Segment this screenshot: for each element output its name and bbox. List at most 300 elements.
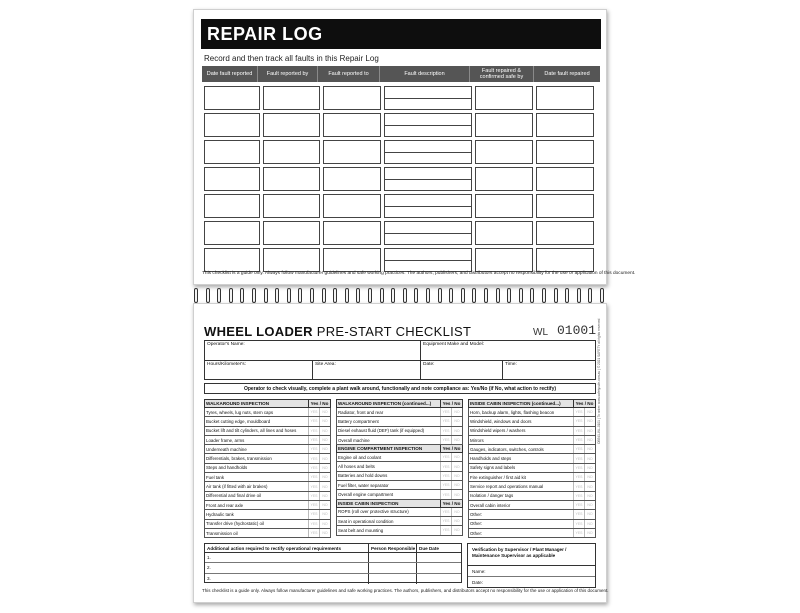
site-area-field[interactable]: Site Area: [313,361,421,379]
no-checkbox[interactable]: NO [584,492,595,500]
yes-checkbox[interactable]: YES [573,473,584,481]
checklist-item-label: Engine oil and coolant [338,454,382,460]
repair-log-cell[interactable] [263,167,320,191]
checklist-item-label: Windshield, windows and doors [470,418,532,424]
checklist-item [468,473,596,482]
repair-log-cell[interactable] [204,86,260,110]
yes-checkbox[interactable]: YES [573,501,584,509]
checklist-item-label: Overall machine [338,437,370,443]
due-date-header: Due Date [419,545,439,551]
repair-log-cell[interactable] [263,248,320,272]
verification-name-field[interactable]: Name: [468,566,595,577]
spiral-ring [484,288,488,303]
col-fault-description: Fault description [380,66,470,82]
checklist-item-label: Fire extinguisher / first aid kit [470,474,526,480]
checklist-item-label: Safety signs and labels [470,465,516,471]
repair-log-cell[interactable] [323,113,381,137]
spiral-ring [194,288,198,303]
no-checkbox[interactable]: NO [451,526,462,534]
checklist-item [468,408,596,417]
checklist-item-label: Seat belt and mounting [338,527,384,533]
no-checkbox[interactable]: NO [584,408,595,416]
repair-log-cell[interactable] [536,194,594,218]
additional-actions-table [204,543,462,583]
no-checkbox[interactable]: NO [451,427,462,435]
checklist-item-label: Diesel exhaust fluid (DEF) tank (if equipped) [338,428,425,434]
checklist-item [204,492,331,501]
repair-log-cell[interactable] [323,167,381,191]
no-checkbox[interactable]: NO [319,427,330,435]
no-checkbox[interactable]: NO [451,417,462,425]
spiral-ring [542,288,546,303]
spiral-ring [333,288,337,303]
repair-log-cell[interactable] [536,86,594,110]
checklist-item [336,508,463,517]
spiral-ring [588,288,592,303]
yes-no-header: Yes / No [440,500,462,507]
no-checkbox[interactable]: NO [451,408,462,416]
spiral-ring [275,288,279,303]
additional-row[interactable] [205,563,461,573]
checklist-item-label: Other: [470,530,483,536]
spiral-ring [298,288,302,303]
repair-log-cell[interactable] [475,86,533,110]
repair-log-cell[interactable] [263,194,320,218]
yes-checkbox[interactable]: YES [308,501,319,509]
spiral-ring [600,288,604,303]
yes-checkbox[interactable]: YES [440,427,451,435]
spiral-ring [438,288,442,303]
checklist-item-label: Bucket lift and tilt cylinders, all lines and hoses [206,428,297,434]
spiral-ring [217,288,221,303]
yes-checkbox[interactable]: YES [440,526,451,534]
spiral-ring [507,288,511,303]
col-reported-by: Fault reported by [258,66,318,82]
spiral-ring [206,288,210,303]
section-header [204,400,331,408]
spiral-ring [403,288,407,303]
checklist-item-label: All hoses and belts [338,464,375,470]
spiral-ring [310,288,314,303]
checklist-disclaimer: This checklist is a guide only. Always follow manufacturer guidelines and safe working practices. The authors, publishers, and distributors accept no responsibility for the use or application of this document. [202,588,609,593]
repair-log-row[interactable] [204,167,600,191]
checklist-item-label: Steps and handholds [206,465,248,471]
checklist-item [336,427,463,436]
checklist-item [468,492,596,501]
yes-checkbox[interactable]: YES [308,436,319,444]
no-checkbox[interactable]: NO [584,427,595,435]
repair-log-cell[interactable] [384,221,472,245]
spiral-ring [449,288,453,303]
checklist-item [204,445,331,454]
yes-checkbox[interactable]: YES [440,462,451,470]
checklist-item [468,454,596,463]
repair-log-cell[interactable] [263,140,320,164]
repair-log-title: REPAIR LOG [201,19,601,49]
checklist-item [468,427,596,436]
section-header [468,400,596,408]
repair-log-subtitle: Record and then track all faults in this Repair Log [204,54,379,63]
checklist-item [204,473,331,482]
date-field[interactable]: Date: [421,361,503,379]
checklist-item [336,453,463,462]
repair-log-cell[interactable] [204,194,260,218]
yes-checkbox[interactable]: YES [440,417,451,425]
spiral-ring [554,288,558,303]
spiral-ring [519,288,523,303]
no-checkbox[interactable]: NO [319,529,330,537]
checklist-item [468,436,596,445]
repair-log-row[interactable] [204,248,600,272]
repair-log-row[interactable] [204,86,600,110]
no-checkbox[interactable]: NO [319,417,330,425]
checklist-item-label: ROPS (roll over protective structure) [338,509,409,515]
checklist-item-label: Gauges, indicators, switches, controls [470,446,544,452]
repair-log-row[interactable] [204,194,600,218]
yes-no-header: Yes / No [440,445,462,452]
person-responsible-header: Person Responsible [371,545,416,551]
spiral-ring [345,288,349,303]
yes-checkbox[interactable]: YES [308,454,319,462]
equipment-field[interactable]: Equipment Make and Model: [421,341,595,361]
yes-checkbox[interactable]: YES [308,529,319,537]
yes-checkbox[interactable]: YES [573,482,584,490]
section-title: WALKAROUND INSPECTION [206,401,270,406]
side-print-text: OB541-WL-0101 | To order: www.safetycultr.com.au | © 2021 SAFETY all rights reserved [597,318,601,444]
checklist-item [336,472,463,481]
section-header [336,500,463,508]
repair-log-cell[interactable] [384,140,472,164]
no-checkbox[interactable]: NO [319,501,330,509]
checklist-item [204,529,331,538]
checklist-item-label: Transfer drive (hydrostatic) oil [206,521,264,527]
checklist-item-label: Loader frame, arms [206,437,245,443]
repair-log-cell[interactable] [536,167,594,191]
spiral-ring [356,288,360,303]
yes-checkbox[interactable]: YES [308,464,319,472]
serial-number: 01001 [557,323,597,338]
checklist-item [204,427,331,436]
no-checkbox[interactable]: NO [451,462,462,470]
checklist-column-3 [468,399,596,538]
checklist-item [336,462,463,471]
yes-checkbox[interactable]: YES [440,490,451,498]
checklist-item-label: Service report and operations manual [470,484,544,490]
row-number: 2. [205,563,369,572]
checklist-item-label: Handholds and steps [470,456,512,462]
repair-log-cell[interactable] [475,221,533,245]
yes-checkbox[interactable]: YES [308,427,319,435]
checklist-item-label: Batteries and hold downs [338,473,388,479]
repair-log-row[interactable] [204,113,600,137]
spiral-ring [380,288,384,303]
col-date-reported: Date fault reported [202,66,258,82]
no-checkbox[interactable]: NO [584,529,595,537]
checklist-item-label: Overall cabin interior [470,502,511,508]
repair-log-cell[interactable] [536,221,594,245]
checklist-item [204,436,331,445]
yes-checkbox[interactable]: YES [573,520,584,528]
checklist-column-2 [336,399,463,536]
checklist-item-label: Bucket cutting edge, mouldboard [206,418,271,424]
repair-log-cell[interactable] [384,86,472,110]
spiral-ring [264,288,268,303]
no-checkbox[interactable]: NO [319,408,330,416]
checklist-title-rest: PRE-START CHECKLIST [316,324,472,339]
yes-checkbox[interactable]: YES [573,427,584,435]
repair-log-row[interactable] [204,140,600,164]
repair-log-cell[interactable] [204,140,260,164]
repair-log-cell[interactable] [323,248,381,272]
checklist-item [204,482,331,491]
repair-log-cell[interactable] [384,248,472,272]
section-title: WALKAROUND INSPECTION (continued...) [338,401,432,406]
no-checkbox[interactable]: NO [584,510,595,518]
yes-checkbox[interactable]: YES [440,453,451,461]
no-checkbox[interactable]: NO [319,445,330,453]
no-checkbox[interactable]: NO [584,464,595,472]
checklist-item-label: Hydraulic tank [206,511,234,517]
info-box [204,340,596,380]
repair-log-cell[interactable] [263,221,320,245]
checklist-item [468,464,596,473]
yes-checkbox[interactable]: YES [440,481,451,489]
repair-log-cell[interactable] [384,113,472,137]
section-title: INSIDE CABIN INSPECTION (continued...) [470,401,561,406]
repair-log-cell[interactable] [263,113,320,137]
additional-row[interactable] [205,553,461,563]
checklist-item-label: Windshield wipers / washers [470,428,526,434]
checklist-item-label: Radiator, front and rear [338,409,384,415]
repair-log-cell[interactable] [384,194,472,218]
checklist-item-label: Front and rear axle [206,502,244,508]
repair-log-cell[interactable] [475,248,533,272]
no-checkbox[interactable]: NO [584,520,595,528]
no-checkbox[interactable]: NO [451,481,462,489]
checklist-item-label: Other: [470,521,483,527]
repair-log-cell[interactable] [475,167,533,191]
yes-checkbox[interactable]: YES [573,510,584,518]
checklist-item [468,510,596,519]
yes-checkbox[interactable]: YES [440,517,451,525]
repair-log-cell[interactable] [323,140,381,164]
repair-log-cell[interactable] [263,86,320,110]
section-title: INSIDE CABIN INSPECTION [338,500,399,506]
serial-prefix: WL [533,327,548,338]
checklist-item-label: Differential and final drive oil [206,493,262,499]
spiral-ring [565,288,569,303]
yes-checkbox[interactable]: YES [573,464,584,472]
spiral-ring [252,288,256,303]
time-field[interactable]: Time: [505,362,517,367]
yes-checkbox[interactable]: YES [308,482,319,490]
yes-checkbox[interactable]: YES [573,408,584,416]
row-number: 3. [205,574,369,584]
checklist-item [336,481,463,490]
no-checkbox[interactable]: NO [584,454,595,462]
no-checkbox[interactable]: NO [584,417,595,425]
checklist-item [336,517,463,526]
spiral-ring [472,288,476,303]
yes-checkbox[interactable]: YES [308,510,319,518]
spiral-ring [322,288,326,303]
spiral-ring [496,288,500,303]
spiral-ring [287,288,291,303]
checklist-item [336,417,463,426]
yes-checkbox[interactable]: YES [308,445,319,453]
operator-name-field[interactable]: Operator's Name: [205,341,421,361]
section-header [336,445,463,453]
yes-checkbox[interactable]: YES [573,445,584,453]
checklist-item-label: Seat in operational condition [338,518,394,524]
col-date-repaired: Date fault repaired [544,71,590,77]
spiral-ring [391,288,395,303]
no-checkbox[interactable]: NO [319,520,330,528]
checklist-item-label: Battery compartment [338,418,379,424]
no-checkbox[interactable]: NO [451,453,462,461]
checklist-item [468,529,596,538]
spiral-ring [240,288,244,303]
repair-log-cell[interactable] [204,221,260,245]
section-header [336,400,463,408]
yes-checkbox[interactable]: YES [573,492,584,500]
spiral-ring [461,288,465,303]
repair-log-cell[interactable] [536,248,594,272]
no-checkbox[interactable]: NO [451,517,462,525]
no-checkbox[interactable]: NO [451,490,462,498]
checklist-item [204,454,331,463]
repair-log-cell[interactable] [204,167,260,191]
yes-checkbox[interactable]: YES [308,473,319,481]
repair-log-cell[interactable] [536,140,594,164]
checklist-item-label: Overall engine compartment [338,492,394,498]
checklist-item [204,417,331,426]
checklist-item [204,464,331,473]
additional-row[interactable] [205,574,461,584]
spiral-ring [229,288,233,303]
checklist-item [468,520,596,529]
checklist-item-label: Differentials, brakes, transmission [206,456,272,462]
no-checkbox[interactable]: NO [319,454,330,462]
row-number: 1. [205,553,369,562]
checklist-item [204,501,331,510]
checklist-page [193,303,607,603]
hours-field[interactable]: Hours/Kilometer's: [205,361,313,379]
yes-checkbox[interactable]: YES [440,436,451,444]
repair-log-page [193,9,636,285]
spiral-ring [577,288,581,303]
yes-checkbox[interactable]: YES [308,417,319,425]
checklist-item [204,408,331,417]
spiral-ring [426,288,430,303]
no-checkbox[interactable]: NO [319,436,330,444]
spiral-ring [414,288,418,303]
repair-log-header [202,66,600,82]
no-checkbox[interactable]: NO [451,436,462,444]
no-checkbox[interactable]: NO [451,472,462,480]
checklist-column-1 [204,399,331,538]
checklist-item-label: Fuel filter, water separator [338,482,389,488]
checklist-item [336,436,463,445]
no-checkbox[interactable]: NO [319,510,330,518]
verification-box [467,543,596,588]
repair-log-disclaimer: This checklist is a guide only. Always follow manufacturer guidelines and safe working practices. The authors, publishers, and distributors accept no responsibility for the use or application of this document. [202,271,636,276]
repair-log-cell[interactable] [323,221,381,245]
checklist-item [336,408,463,417]
instruction-text: Operator to check visually, complete a plant walk around, functionally and note compliance as: Yes/No (if No, what action to rectify) [204,383,596,394]
no-checkbox[interactable]: NO [319,482,330,490]
yes-checkbox[interactable]: YES [308,492,319,500]
spiral-ring [530,288,534,303]
no-checkbox[interactable]: NO [584,501,595,509]
no-checkbox[interactable]: NO [584,436,595,444]
checklist-item-label: Air tank (if fitted with air brakes) [206,484,268,490]
checklist-item-label: Horn, backup alarm, lights, flashing beacon [470,409,555,415]
no-checkbox[interactable]: NO [584,473,595,481]
section-title: ENGINE COMPARTMENT INSPECTION [338,446,423,452]
checklist-item [336,526,463,535]
yes-checkbox[interactable]: YES [573,417,584,425]
yes-checkbox[interactable]: YES [440,508,451,516]
checklist-item [336,490,463,499]
yes-no-header: Yes / No [440,400,462,407]
no-checkbox[interactable]: NO [451,508,462,516]
yes-checkbox[interactable]: YES [573,454,584,462]
no-checkbox[interactable]: NO [584,445,595,453]
repair-log-cell[interactable] [475,194,533,218]
checklist-item-label: Fuel tank [206,474,225,480]
checklist-item [468,445,596,454]
yes-no-header: Yes / No [573,400,595,407]
repair-log-cell[interactable] [323,86,381,110]
repair-log-cell[interactable] [475,113,533,137]
checklist-item [204,510,331,519]
checklist-item [468,501,596,510]
yes-no-header: Yes / No [308,400,330,407]
repair-log-row[interactable] [204,221,600,245]
verification-date-field[interactable]: Date: [472,580,483,585]
yes-checkbox[interactable]: YES [573,529,584,537]
checklist-title [204,324,471,339]
checklist-item [204,520,331,529]
checklist-item [468,482,596,491]
checklist-item-label: Underneath machine [206,446,247,452]
checklist-item-label: Transmission oil [206,530,238,536]
no-checkbox[interactable]: NO [319,464,330,472]
repair-log-cell[interactable] [536,113,594,137]
yes-checkbox[interactable]: YES [308,520,319,528]
repair-log-cell[interactable] [204,248,260,272]
checklist-item [468,417,596,426]
repair-log-cell[interactable] [323,194,381,218]
checklist-item-label: Isolation / danger tags [470,493,514,499]
no-checkbox[interactable]: NO [319,492,330,500]
yes-checkbox[interactable]: YES [573,436,584,444]
repair-log-cell[interactable] [204,113,260,137]
col-repaired-by: Fault repaired & confirmed safe by [470,66,534,82]
checklist-title-bold: WHEEL LOADER [204,324,313,339]
checklist-item-label: Tyres, wheels, lug nuts, stem caps [206,409,274,415]
no-checkbox[interactable]: NO [584,482,595,490]
repair-log-cell[interactable] [475,140,533,164]
col-reported-to: Fault reported to [318,66,380,82]
yes-checkbox[interactable]: YES [440,472,451,480]
yes-checkbox[interactable]: YES [308,408,319,416]
yes-checkbox[interactable]: YES [440,408,451,416]
repair-log-cell[interactable] [384,167,472,191]
additional-header: Additional action required to rectify operational requirements [205,544,369,552]
no-checkbox[interactable]: NO [319,473,330,481]
